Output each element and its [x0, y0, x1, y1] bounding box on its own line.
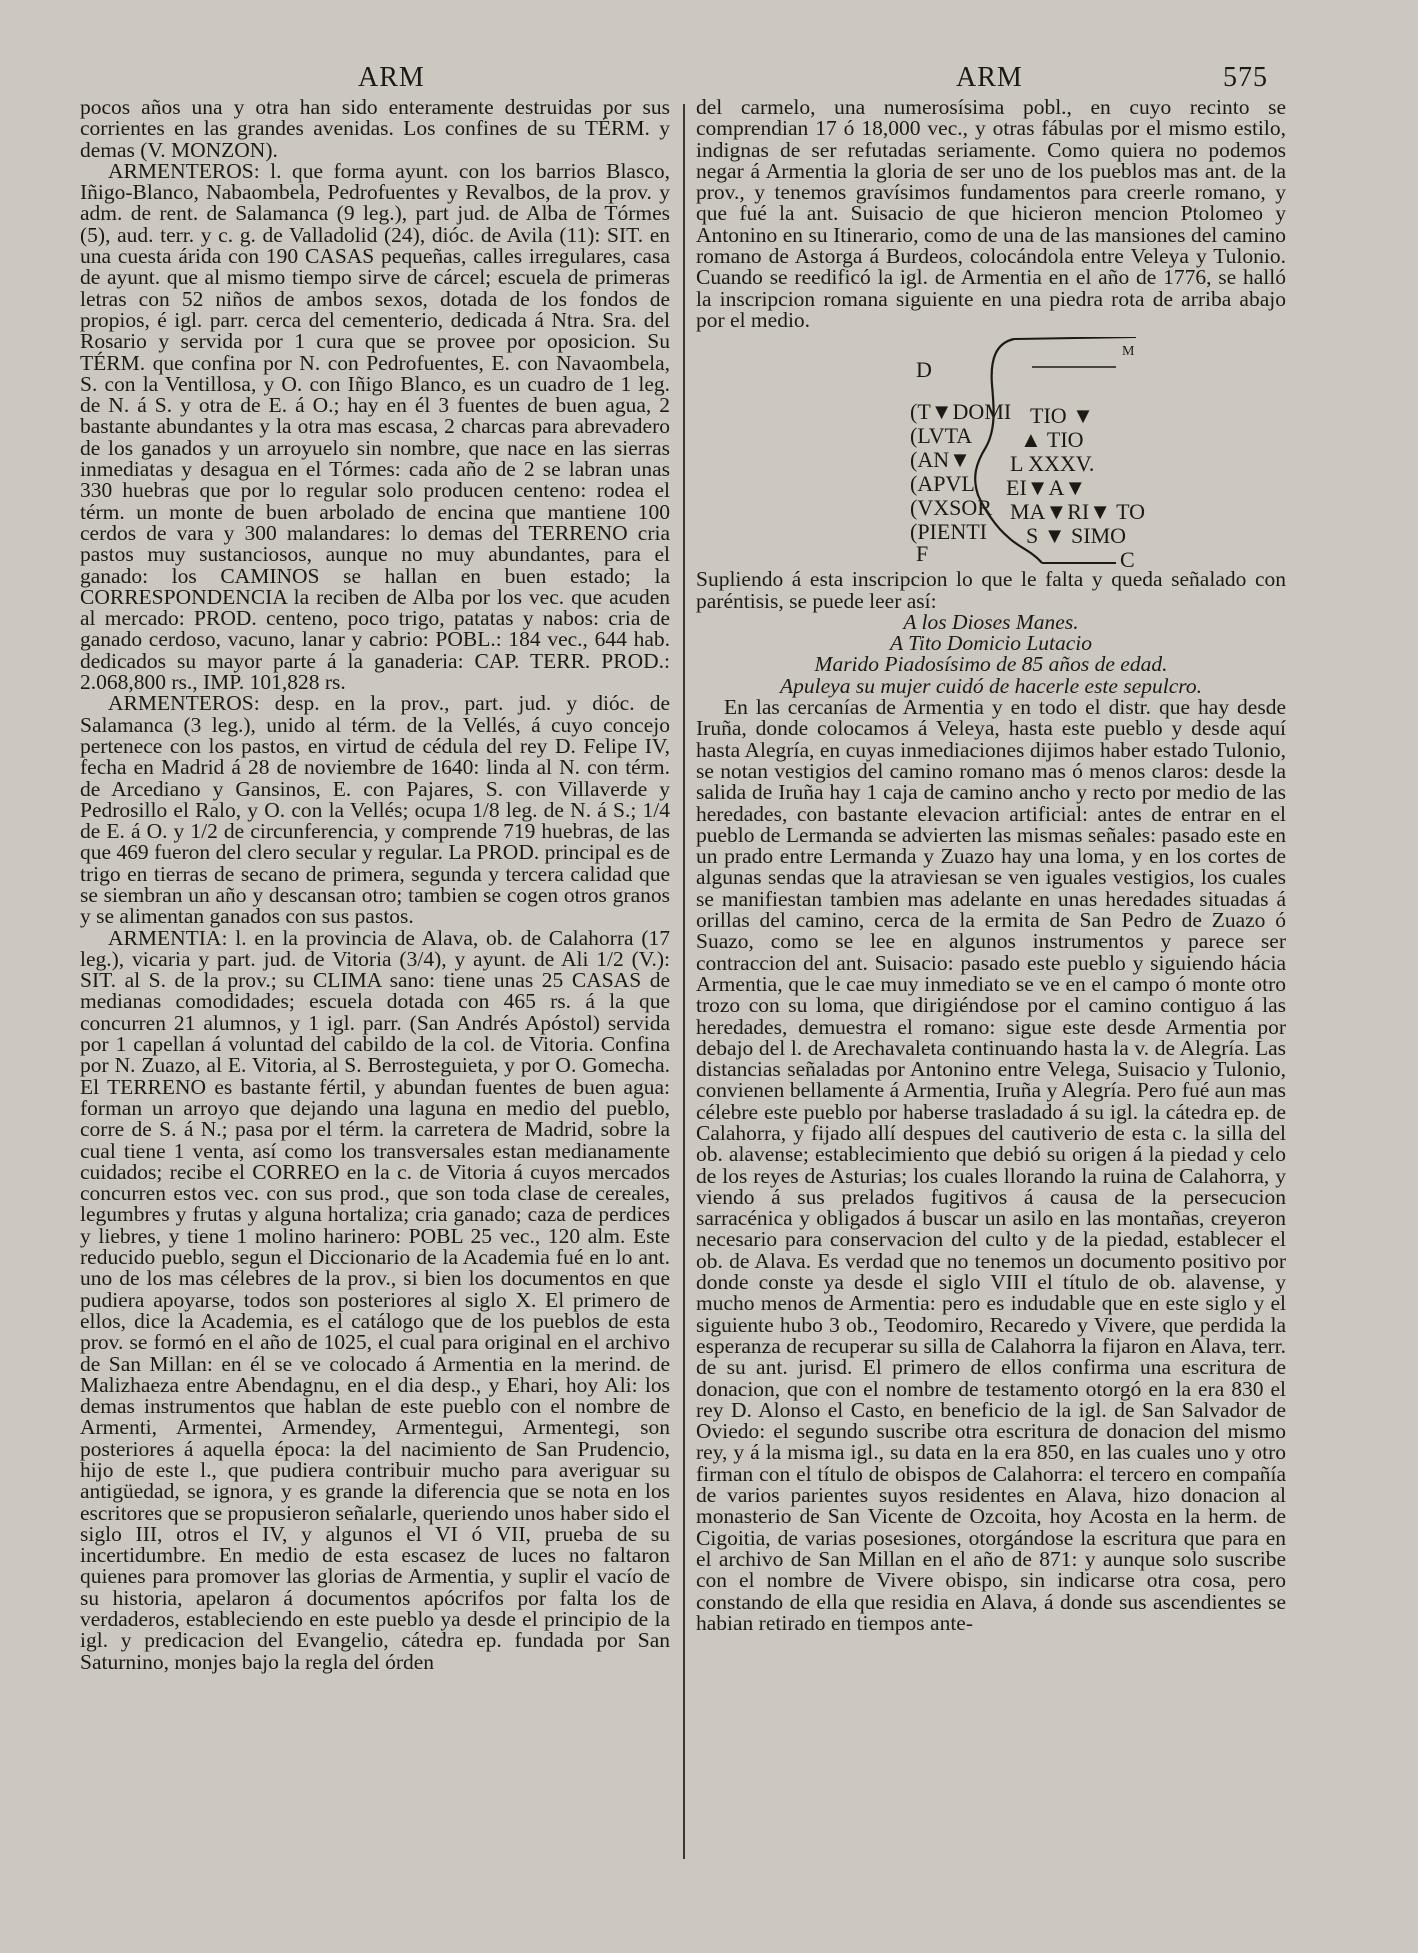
inscription-right-line: L XXXV.	[1010, 451, 1095, 477]
inscription-left-line: (VXSOR	[910, 495, 992, 521]
inscription-letter-d: D	[916, 357, 932, 383]
page-number: 575	[1223, 62, 1268, 93]
running-header-right: ARM	[956, 62, 1023, 93]
translation-line: A los Dioses Manes.	[903, 609, 1079, 634]
running-header-left: ARM	[358, 62, 425, 93]
inscription-left-line: (PIENTI	[910, 519, 987, 545]
left-column	[80, 97, 670, 1673]
column-divider	[683, 104, 685, 1859]
paragraph: del carmelo, una numerosísima pobl., en cuyo recinto se comprendian 17 ó 18,000 vec., y otras fábulas por el mismo estilo, indignas de ser refutadas seriamente. Como quiera no podemos negar á Armentia la gloria de ser uno de los pueblos mas ant. de la prov., y tenemos gravísimos fundamentos para creerle romano, y que fué la ant. Suisacio de que hicieron mencion Ptolomeo y Antonino en su Itinerario, como de una de las mansiones del camino romano de Astorga á Burdeos, colocándola entre Veleya y Tulonio. Cuando se reedificó la igl. de Armentia en el año de 1776, se halló la inscripcion romana siguiente en una piedra rota de arriba abajo por el medio.	[696, 95, 1286, 332]
inscription-letter-m: M	[1122, 344, 1135, 360]
inscription-letter-c: C	[1120, 547, 1135, 573]
broken-stone-outline	[696, 337, 1286, 573]
entry-armenteros-1: ARMENTEROS: l. que forma ayunt. con los barrios Blasco, Iñigo-Blanco, Nabaombela, Pedrofuentes y Revalbos, de la prov. y adm. de rent. de Salamanca (9 leg.), part jud. de Alba de Tórmes (5), aud. terr. y c. g. de Valladolid (24), dióc. de Avila (11): SIT. en una cuesta árida con 190 CASAS pequeñas, calles irregulares, casa de ayunt. que al mismo tiempo sirve de cárcel; escuela de primeras letras con 52 niños de ambos sexos, dotada de los fondos de propios, é igl. parr. cerca del cementerio, dedicada á Ntra. Sra. del Rosario y servida por 1 cura que se provee por oposicion. Su TÉRM. que confina por N. con Pedrofuentes, E. con Navaombela, S. con la Ventillosa, y O. con Iñigo Blanco, es un cuadro de 1 leg. de N. á S. y otra de E. á O.; hay en él 3 fuentes de buen agua, 2 bastante abundantes y la otra mas escasa, 2 charcas para abrevadero de los ganados y un arroyuelo sin nombre, que nace en las sierras inmediatas y desagua en el Tórmes: cada año de 2 se labran unas 330 huebras que por lo regular solo producen centeno: rodea el térm. un monte de buen arbolado de encina que mantiene 100 cerdos de vara y 300 malandares: lo demas del TERRENO cria pastos muy sustanciosos, aunque no muy abundantes, para el ganado: los CAMINOS se hallan en buen estado; la CORRESPONDENCIA la reciben de Alba por los vec. que acuden al mercado: PROD. centeno, poco trigo, patatas y nabos: cria de ganado cerdoso, vacuno, lanar y cabrio: POBL.: 184 vec., 644 hab. dedicados su mayor parte á la ganaderia: CAP. TERR. PROD.: 2.068,800 rs., IMP. 101,828 rs.	[80, 158, 670, 695]
inscription-letter-f: F	[916, 541, 929, 567]
paragraph: En las cercanías de Armentia y en todo el distr. que hay desde Iruña, donde colocamos á Veleya, hasta este pueblo y desde aquí hasta Alegría, en cuyas inmediaciones dijimos haber estado Tulonio, se notan vestigios del camino romano mas ó menos claros: desde la salida de Iruña hay 1 caja de camino ancho y recto por medio de las heredades, con bastante elevacion artificial: antes de entrar en el pueblo de Lermanda se advierten las mismas señales: pasado este en un prado entre Lermanda y Zuazo hay una loma, y en los cortes de algunas sendas que la atraviesan se ven iguales vestigios, los cuales se manifiestan tambien mas adelante en unas heredades situadas á orillas del camino, cerca de la ermita de San Pedro de Zuazo ó Suazo, como se lee en algunos instrumentos y parece ser contraccion del ant. Suisacio: pasado este pueblo y siguiendo hácia Armentia, que le cae muy inmediato se ve en el campo ó monte otro trozo con su loma, que dirigiéndose por el camino contiguo á las heredades, demuestra el romano: sigue este desde Armentia por debajo del l. de Arechavaleta continuando hasta la v. de Alegría. Las distancias señaladas por Antonino entre Velega, Suisacio y Tulonio, convienen bellamente á Armentia, Iruña y Alegría. Pero fué aun mas célebre este pueblo por haberse trasladado á su igl. la cátedra ep. de Calahorra, y fijado allí despues del cautiverio de esta c. la silla del ob. alavense; establecimiento que debió su origen á la piedad y celo de los reyes de Asturias; los cuales llorando la ruina de Calahorra, y viendo á sus prelados fugitivos á causa de la persecucion sarracénica y obligados á buscar un asilo en las montañas, creyeron necesario para conservacion del culto y de la piedad, establecer el ob. de Alava. Es verdad que no tenemos un documento positivo por donde conste ya desde el siglo VIII el título de ob. alavense, y mucho menos de Armentia: pero es indudable que en este siglo y el siguiente hubo 3 ob., Teodomiro, Recaredo y Vivere, que perdida la esperanza de recuperar su silla de Calahorra la fijaron en Alava, terr. de su ant. jurisd. El primero de ellos confirma una escritura de donacion, que con el nombre de testamento otorgó en la era 830 el rey D. Alonso el Casto, en beneficio de la igl. de San Salvador de Oviedo: el segundo suscribe otra escritura de donacion del mismo rey, y á la misma igl., su data en la era 850, en las cuales uno y otro firman con el título de obispos de Calahorra: el tercero en compañía de varios parientes suyos residentes en Alava, hizo donacion al monasterio de San Vicente de Ozcoita, hoy Acosta en la herm. de Cigoitia, de varias posesiones, otorgándose la escritura que para en el archivo de San Millan en el año de 871: y aunque solo suscribe con el nombre de Vivere obispo, sin indicarse otra cosa, pero constando de ella que residia en Alava, á donde sus ascendientes se habian retirado en tiempos ante-	[696, 695, 1286, 1635]
paragraph: pocos años una y otra han sido enteramente destruidas por sus corrientes en las grandes avenidas. Los confines de su TÉRM. y demas (V. MONZON).	[80, 95, 670, 162]
inscription-right-line: EI▼A▼	[1006, 475, 1087, 501]
entry-armentia: ARMENTIA: l. en la provincia de Alava, ob. de Calahorra (17 leg.), vicaria y part. jud. de Vitoria (3/4), y ayunt. de Ali 1/2 (V.): SIT. al S. de la prov.; su CLIMA sano: tiene unas 25 CASAS de medianas comodidades; escuela dotada con 465 rs. á la que concurren 21 alumnos, y 1 igl. parr. (San Andrés Apóstol) servida por 1 capellan á voluntad del cabildo de la col. de Vitoria. Confina por N. Zuazo, al E. Vitoria, al S. Berrosteguieta, y por O. Gomecha. El TERRENO es bastante fértil, y abundan fuentes de buen agua: forman un arroyo que dejando una laguna en medio del pueblo, corre de S. á N.; pasa por el térm. la carretera de Madrid, sobre la cual tiene 1 venta, así como los transversales estan medianamente cuidados; recibe el CORREO en la c. de Vitoria á cuyos mercados concurren estos vec. con sus prod., que son toda clase de cereales, legumbres y frutas y alguna hortaliza; cria ganado; caza de perdices y liebres, y tiene 1 molino harinero: POBL 25 vec., 120 alm. Este reducido pueblo, segun el Diccionario de la Academia fué en lo ant. uno de los mas célebres de la prov., si bien los documentos en que pudiera apoyarse, todos son posteriores al siglo X. El primero de ellos, dice la Academia, es el catálogo que de los pueblos de esta prov. se formó en el año de 1025, el cual para original en el archivo de San Millan: en él se ve colocado á Armentia en la merind. de Malizhaeza entre Abendagnu, en el dia desp., y Ehari, hoy Ali: los demas instrumentos que hablan de este pueblo con el nombre de Armenti, Armentei, Armendey, Armentegui, Armentegi, son posteriores á aquella época: la del nacimiento de San Prudencio, hijo de este l., que pudiera contribuir mucho para averiguar su antigüedad, se ignora, y es grande la diferencia que se nota en los escritores que se propusieron señalarle, queriendo unos haber sido el siglo III, otros el IV, y algunos el VI ó VII, prueba de su incertidumbre. En medio de esta escasez de luces no faltaron quienes para promover las glorias de Armentia, y suplir el vacío de su historia, apelaron á documentos apócrifos por falta los de verdaderos, estableciendo en este pueblo ya desde el principio de la igl. y predicacion del Evangelio, cátedra ep. fundada por San Saturnino, monjes bajo la regla del órden	[80, 925, 670, 1674]
inscription-right-line: ▲ TIO	[1020, 427, 1084, 453]
entry-armenteros-2: ARMENTEROS: desp. en la prov., part. jud. y dióc. de Salamanca (3 leg.), unido al térm. de la Vellés, á cuyo concejo pertenece con los pastos, en virtud de cédula del rey D. Felipe IV, fecha en Madrid á 28 de noviembre de 1640: linda al N. con térm. de Arcediano y Gansinos, E. con Pajares, S. con Villaverde y Pedrosillo el Ralo, y O. con la Vellés; ocupa 1/8 leg. de N. á S.; 1/4 de E. á O. y 1/2 de circunferencia, y comprende 719 huebras, de las que 469 fueron del clero secular y regular. La PROD. principal es de trigo en tierras de secano de primera, segunda y tercera calidad que se siembran un año y descansan otro; tambien se cogen otros granos y se alimentan ganados con sus pastos.	[80, 691, 670, 929]
roman-inscription	[696, 337, 1286, 573]
translation-line: Apuleya su mujer cuidó de hacerle este sepulcro.	[780, 673, 1202, 698]
translation-line: Marido Piadosísimo de 85 años de edad.	[814, 652, 1168, 677]
inscription-right-line: TIO ▼	[1030, 403, 1094, 429]
inscription-left-line: (APVL	[910, 471, 975, 497]
inscription-left-line: (T▼DOMI	[910, 399, 1012, 425]
right-column	[696, 97, 1286, 1634]
inscription-right-line: MA▼RI▼ TO	[1010, 499, 1146, 525]
inscription-right-line: S ▼ SIMO	[1026, 523, 1127, 549]
inscription-left-line: (AN▼	[910, 447, 971, 473]
inscription-note: Supliendo á esta inscripcion lo que le falta y queda señalado con paréntisis, se puede leer así:	[696, 567, 1286, 613]
translation-line: A Tito Domicio Lutacio	[889, 631, 1093, 656]
inscription-left-line: (LVTA	[910, 423, 973, 449]
